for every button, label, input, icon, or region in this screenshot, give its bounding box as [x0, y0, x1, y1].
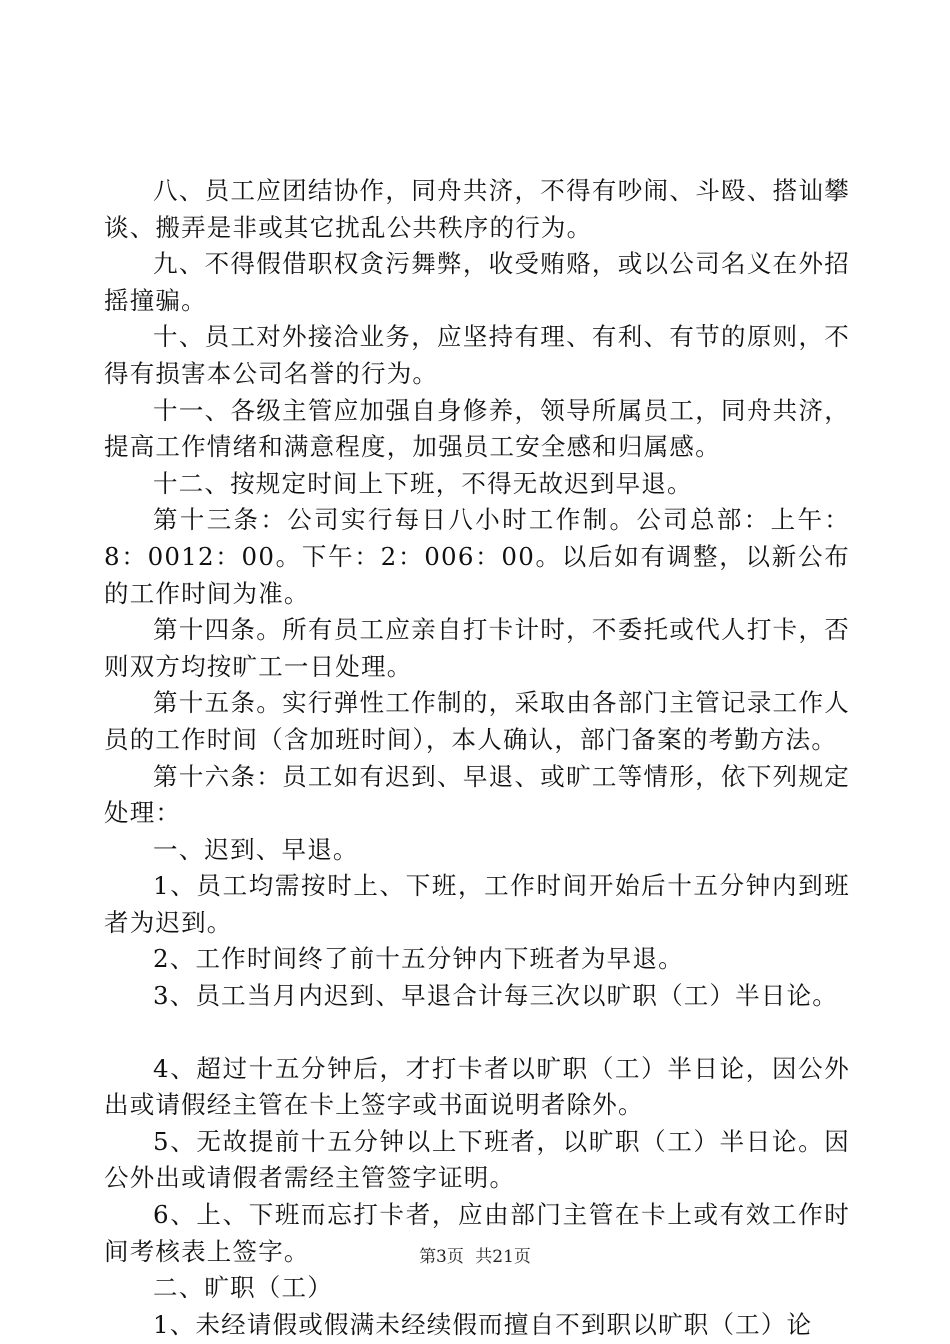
page-number: 第3页: [419, 1247, 464, 1267]
paragraph-3: 十、员工对外接洽业务，应坚持有理、有利、有节的原则，不得有损害本公司名誉的行为。: [104, 322, 850, 388]
paragraph-10: 一、迟到、早退。: [153, 834, 359, 864]
paragraph-15: 5、无故提前十五分钟以上下班者，以旷职（工）半日论。因公外出或请假者需经主管签字证明。: [104, 1126, 850, 1193]
paragraph-13: 3、员工当月内迟到、早退合计每三次以旷职（工）半日论。: [153, 981, 838, 1011]
paragraph-14: 4、超过十五分钟后，才打卡者以旷职（工）半日论，因公外出或请假经主管在卡上签字或书面说明者除外。: [104, 1053, 850, 1120]
page-footer: [0, 1242, 950, 1267]
paragraph-12: 2、工作时间终了前十五分钟内下班者为早退。: [153, 944, 684, 974]
paragraph-9: 第十六条：员工如有迟到、早退、或旷工等情形，依下列规定处理：: [104, 761, 850, 828]
paragraph-4: 十一、各级主管应加强自身修养，领导所属员工，同舟共济，提高工作情绪和满意程度，加强员工安全感和归属感。: [104, 395, 850, 462]
paragraph-8: 第十五条。实行弹性工作制的，采取由各部门主管记录工作人员的工作时间（含加班时间），本人确认，部门备案的考勤方法。: [104, 688, 850, 754]
paragraph-5: 十二、按规定时间上下班，不得无故迟到早退。: [153, 468, 693, 498]
page-total: 共21页: [475, 1247, 531, 1267]
document-body: [104, 173, 850, 1343]
paragraph-2: 九、不得假借职权贪污舞弊，收受贿赂，或以公司名义在外招摇撞骗。: [104, 249, 850, 315]
paragraph-1: 八、员工应团结协作，同舟共济，不得有吵闹、斗殴、搭讪攀谈、搬弄是非或其它扰乱公共秩序的行为。: [104, 176, 850, 242]
paragraph-7: 第十四条。所有员工应亲自打卡计时，不委托或代人打卡，否则双方均按旷工一日处理。: [104, 615, 850, 681]
paragraph-6: 第十三条：公司实行每日八小时工作制。公司总部：上午：8：0012：00。下午：2：006：00。以后如有调整，以新公布的工作时间为准。: [104, 505, 850, 608]
paragraph-16: 6、上、下班而忘打卡者，应由部门主管在卡上或有效工作时间考核表上签字。: [104, 1200, 850, 1266]
paragraph-11: 1、员工均需按时上、下班，工作时间开始后十五分钟内到班者为迟到。: [104, 871, 850, 937]
paragraph-17: 二、旷职（工）: [153, 1273, 333, 1303]
paragraph-18: 1、未经请假或假满未经续假而擅自不到职以旷职（工）论: [153, 1309, 813, 1339]
